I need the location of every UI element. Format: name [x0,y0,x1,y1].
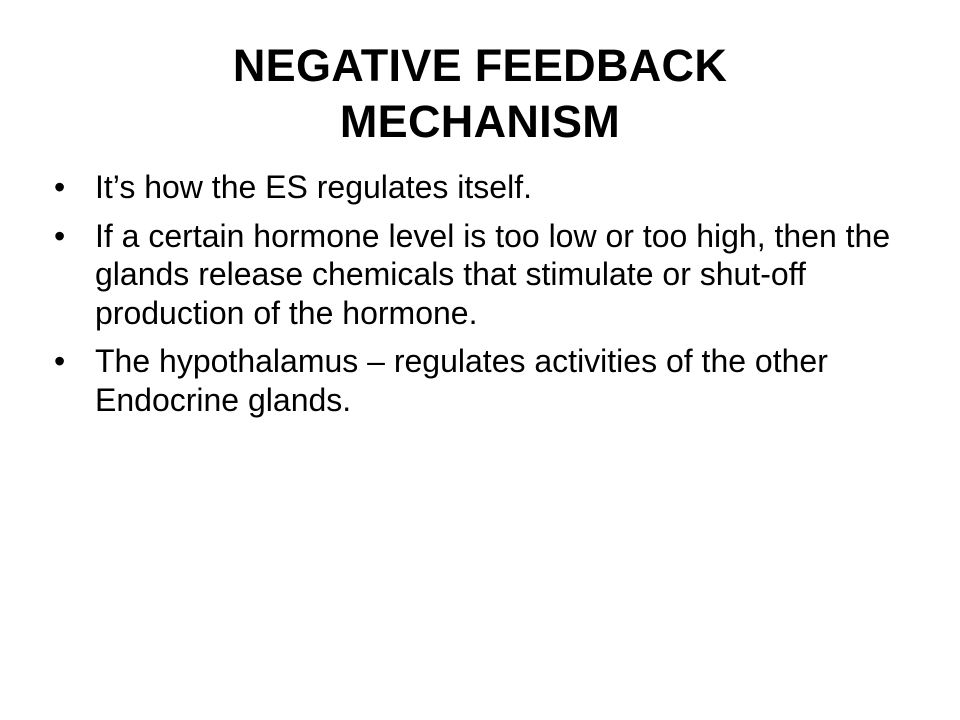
bullet-dot-icon: • [54,217,66,254]
bullet-item [54,217,914,333]
slide-title [100,38,860,150]
bullet-text: The hypothalamus – regulates activities of the other Endocrine glands. [95,343,828,418]
bullet-text: It’s how the ES regulates itself. [95,169,532,205]
bullet-item [54,168,914,207]
bullet-dot-icon: • [54,343,66,379]
bullet-dot-icon: • [54,169,66,205]
title-line-1: NEGATIVE FEEDBACK [232,40,728,91]
bullet-list [54,168,914,429]
bullet-item [54,342,914,419]
title-line-2: MECHANISM [339,96,621,147]
bullet-text: If a certain hormone level is too low or too high, then the glands release chemicals that stimulate or shut-off production of the hormone. [95,217,891,331]
